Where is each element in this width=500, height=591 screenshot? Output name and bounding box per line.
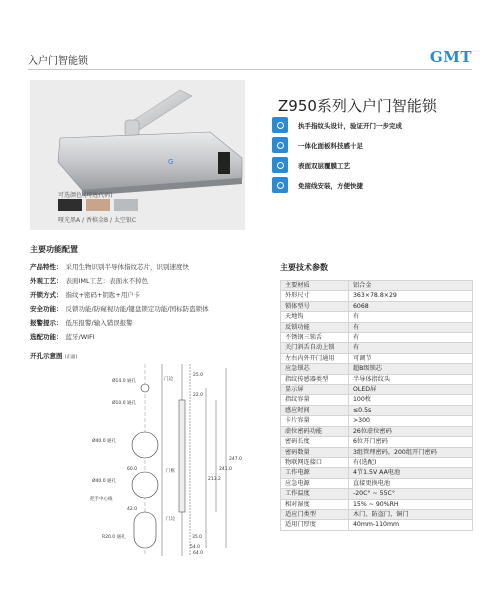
spec-row — [281, 333, 473, 343]
spec-key: 天地钩 — [281, 312, 349, 322]
spec-row — [281, 312, 473, 322]
spec-value: 有 — [349, 312, 473, 322]
diagram-label: 64.0 — [193, 551, 204, 556]
spec-row — [281, 437, 473, 447]
diagram-label: 247.0 — [229, 457, 242, 462]
diagram-label: Ø40.0 通孔 — [92, 439, 116, 444]
feature-line — [30, 262, 189, 271]
diagram-label: 22.0 — [193, 393, 204, 398]
feature-line-value: 低压报警/输入错误报警 — [65, 319, 133, 327]
spec-row — [281, 447, 473, 457]
color-names: 哑光黑A / 香槟金B / 太空银C — [58, 217, 137, 224]
spec-key: 指纹容量 — [281, 395, 349, 405]
spec-value: 6位开门密码 — [349, 437, 473, 447]
spec-row — [281, 489, 473, 499]
spec-key: 感应时间 — [281, 405, 349, 415]
product-title: Z950系列入户门智能锁 — [278, 97, 437, 115]
spec-key: 卡片容量 — [281, 416, 349, 426]
spec-key: 工作电源 — [281, 468, 349, 478]
diagram-title — [30, 351, 77, 360]
spec-key: 密码长度 — [281, 437, 349, 447]
spec-row — [281, 405, 473, 415]
spec-value: 半导体指纹头 — [349, 374, 473, 384]
install-icon — [272, 177, 288, 193]
spec-row — [281, 322, 473, 332]
spec-row — [281, 426, 473, 436]
spec-key: 不锈钢三锁舌 — [281, 333, 349, 343]
diagram-label: 门边 — [164, 377, 173, 382]
diagram-label: 25.0 — [193, 373, 204, 378]
feature-line-label: 外观工艺： — [30, 277, 63, 285]
feature-line — [30, 332, 95, 341]
diagram-label: 60.0 — [127, 467, 138, 472]
feature-item — [272, 117, 402, 133]
spec-row — [281, 353, 473, 363]
spec-value: 40mm-110mm — [349, 520, 473, 530]
spec-row — [281, 364, 473, 374]
diagram-label: Ø14.0 通孔 — [112, 379, 136, 384]
diagram-title-text: 开孔示意图 — [30, 352, 63, 360]
spec-value: 有 — [349, 343, 473, 353]
feature-line-value: 采用生物识别半导体指纹芯片，识别速度快 — [65, 263, 189, 271]
spec-value: 3组管理密码，200组开门密码 — [349, 447, 473, 457]
feature-line-value: 指纹+密码+钥匙+用户卡 — [65, 291, 141, 299]
diagram-label: 241.0 — [219, 467, 232, 472]
svg-text:G: G — [168, 158, 174, 166]
spec-value: 铝合金 — [349, 281, 473, 291]
surface-icon — [272, 157, 288, 173]
spec-key: 虚位密码功能 — [281, 426, 349, 436]
spec-key: 锁体型号 — [281, 301, 349, 311]
spec-value: 有 — [349, 333, 473, 343]
feature-text: 一体化面板科技感十足 — [298, 141, 363, 150]
spec-key: 密码数量 — [281, 447, 349, 457]
spec-row — [281, 416, 473, 426]
spec-row — [281, 395, 473, 405]
spec-value: -20C° ~ 55C° — [349, 489, 473, 499]
spec-key: 工作温度 — [281, 489, 349, 499]
spec-value: OLED屏 — [349, 385, 473, 395]
brand-logo: GMT — [429, 48, 472, 66]
diagram-label: 门边 — [166, 517, 175, 522]
diagram-label: 54.0 — [190, 545, 201, 550]
spec-table — [280, 280, 473, 531]
swatch-champagne-gold — [86, 199, 110, 211]
diagram-note: (正面) — [64, 355, 78, 360]
diagram-label: Ø10.0 通孔 — [112, 401, 136, 406]
fingerprint-icon — [272, 117, 288, 133]
spec-value: 有(选配) — [349, 457, 473, 467]
feature-line — [30, 276, 148, 285]
color-swatches — [58, 199, 138, 211]
spec-value: 有 — [349, 322, 473, 332]
spec-row — [281, 291, 473, 301]
diagram-label: 213.2 — [208, 477, 221, 482]
spec-row — [281, 457, 473, 467]
color-note: (可选代码) — [83, 192, 113, 199]
spec-value: 木门、防盗门、铜门 — [349, 509, 473, 519]
diagram-label: 把手中心线 — [90, 497, 113, 502]
color-options-label — [58, 190, 113, 199]
spec-row — [281, 343, 473, 353]
header-title: 入户门智能锁 — [28, 56, 88, 67]
diagram-label: 门框 — [166, 469, 175, 474]
spec-value: >300 — [349, 416, 473, 426]
spec-value: 直接更换电池 — [349, 478, 473, 488]
spec-key: 左右内外开门通用 — [281, 353, 349, 363]
spec-row — [281, 478, 473, 488]
spec-value: 15% ~ 90%RH — [349, 499, 473, 509]
spec-key: 应急锁芯 — [281, 364, 349, 374]
spec-key: 外形尺寸 — [281, 291, 349, 301]
feature-text: 免接线安装，方便快捷 — [298, 181, 363, 190]
diagram-label: R20.0 通孔 — [102, 535, 126, 540]
spec-row — [281, 281, 473, 291]
spec-key: 反锁功能 — [281, 322, 349, 332]
body-icon — [272, 137, 288, 153]
spec-key: 应急电源 — [281, 478, 349, 488]
spec-value: 4节1.5V AA电池 — [349, 468, 473, 478]
color-label: 可选颜色 — [58, 192, 83, 199]
spec-row — [281, 509, 473, 519]
spec-row — [281, 301, 473, 311]
spec-value: 超B级锁芯 — [349, 364, 473, 374]
feature-line-label: 产品特性： — [30, 263, 63, 271]
spec-key: 主要材质 — [281, 281, 349, 291]
spec-key: 适用门厚度 — [281, 520, 349, 530]
feature-item — [272, 177, 363, 193]
diagram-label: Ø40.0 通孔 — [92, 479, 116, 484]
diagram-label: 42.0 — [127, 507, 138, 512]
features-section-title: 主要功能配置 — [30, 245, 78, 254]
feature-line-label: 安全功能： — [30, 305, 63, 313]
feature-item — [272, 137, 363, 153]
feature-line-label: 报警提示： — [30, 319, 63, 327]
spec-row — [281, 374, 473, 384]
spec-row — [281, 520, 473, 530]
spec-row — [281, 385, 473, 395]
spec-key: 指纹传感器类型 — [281, 374, 349, 384]
swatch-space-silver — [114, 199, 138, 211]
page-header — [28, 48, 472, 70]
spec-value: 26位虚位密码 — [349, 426, 473, 436]
spec-key: 显示屏 — [281, 385, 349, 395]
spec-row — [281, 499, 473, 509]
spec-key: 物联网连接口 — [281, 457, 349, 467]
spec-key: 适应门类型 — [281, 509, 349, 519]
feature-line — [30, 318, 133, 327]
spec-value: 6068 — [349, 301, 473, 311]
feature-text: 执手指纹头设计，验证开门一步完成 — [298, 121, 402, 130]
diagram-label: 35.0 — [192, 535, 203, 540]
feature-line-value: 反锁功能/防窥视功能/键盘锁定功能/国标防盗锁体 — [65, 305, 209, 313]
spec-value: 100枚 — [349, 395, 473, 405]
feature-line-value: 蓝牙/WIFI — [65, 333, 95, 341]
feature-text: 表面双层覆膜工艺 — [298, 161, 350, 170]
drill-hole-diagram — [30, 360, 245, 556]
feature-line-label: 开锁方式： — [30, 291, 63, 299]
spec-value: 363×78.8×29 — [349, 291, 473, 301]
spec-key: 关门斜舌自动上锁 — [281, 343, 349, 353]
spec-value: ≤0.5s — [349, 405, 473, 415]
spec-key: 相对湿度 — [281, 499, 349, 509]
spec-section-title: 主要技术参数 — [280, 263, 328, 272]
feature-line — [30, 304, 209, 313]
swatch-matte-black — [58, 199, 82, 211]
feature-line-label: 选配功能： — [30, 333, 63, 341]
spec-row — [281, 468, 473, 478]
feature-line — [30, 290, 140, 299]
spec-value: 可调节 — [349, 353, 473, 363]
feature-line-value: 表面IML工艺：表面永不掉色 — [65, 277, 149, 285]
feature-item — [272, 157, 350, 173]
